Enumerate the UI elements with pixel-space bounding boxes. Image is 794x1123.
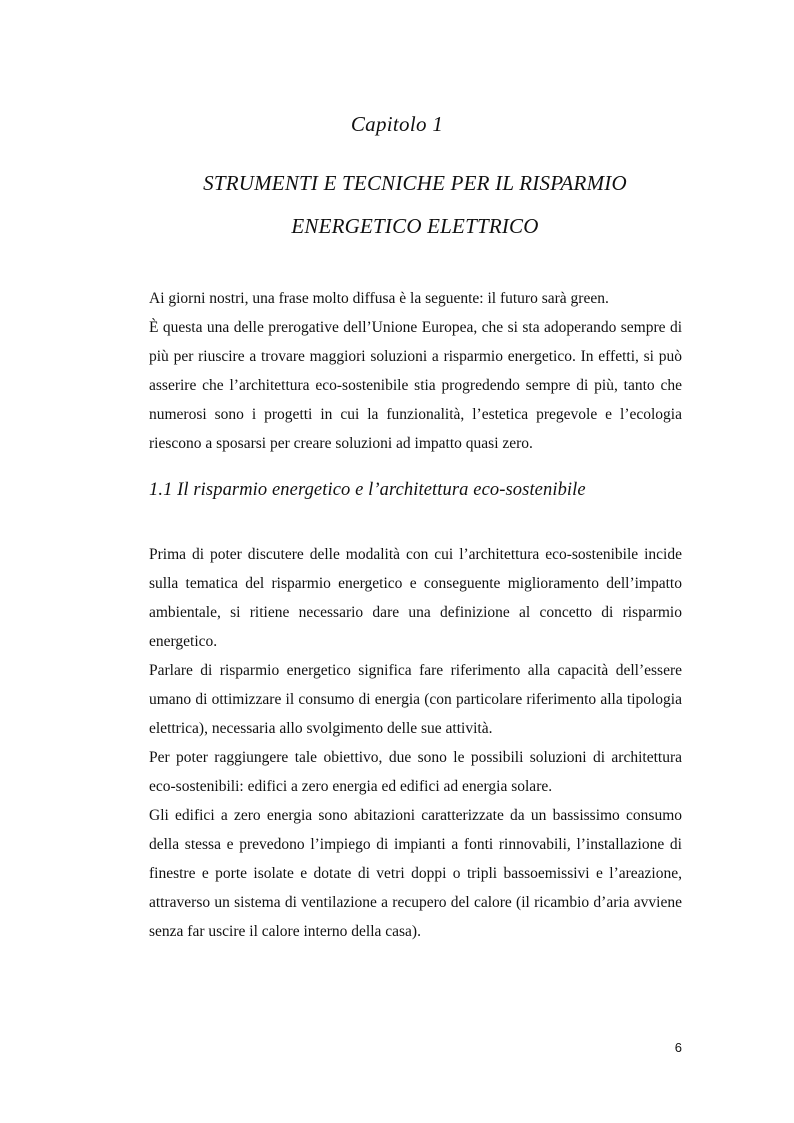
chapter-title-line-1: STRUMENTI E TECNICHE PER IL RISPARMIO [203,171,627,195]
chapter-label: Capitolo 1 [350,112,444,136]
intro-paragraph: È questa una delle prerogative dell’Unione Europea, che si sta adoperando sempre di più per riuscire a trovare maggiori soluzioni a risparmio energetico. In effetti, si può asserire che l’architettura eco-sostenibile stia progredendo sempre di più, tanto che numerosi sono i progetti in cui la funzionalità, l’estetica pregevole e l’ecologia riescono a sposarsi per creare soluzioni ad impatto quasi zero. [149,319,682,452]
section-body [149,540,682,946]
section-heading: 1.1 Il risparmio energetico e l’architettura eco-sostenibile [149,480,586,500]
intro-paragraph: Ai giorni nostri, una frase molto diffusa è la seguente: il futuro sarà green. [149,290,609,307]
chapter-title [140,162,690,248]
section-paragraph: Parlare di risparmio energetico significa fare riferimento alla capacità dell’essere umano di ottimizzare il consumo di energia (con particolare riferimento alla tipologia elettrica), necessaria allo svolgimento delle sue attività. [149,662,682,737]
section-paragraph: Per poter raggiungere tale obiettivo, due sono le possibili soluzioni di architettura eco-sostenibili: edifici a zero energia ed edifici ad energia solare. [149,749,682,795]
section-paragraph: Gli edifici a zero energia sono abitazioni caratterizzate da un bassissimo consumo della stessa e prevedono l’impiego di impianti a fonti rinnovabili, l’installazione di finestre e porte isolate e dotate di vetri doppi o tripli bassoemissivi e l’areazione, attraverso un sistema di ventilazione a recupero del calore (il ricambio d’aria avviene senza far uscire il calore interno della casa). [149,807,682,940]
chapter-title-line-2: ENERGETICO ELETTRICO [291,214,539,238]
page-number: 6 [674,1040,682,1055]
section-paragraph: Prima di poter discutere delle modalità con cui l’architettura eco-sostenibile incide sulla tematica del risparmio energetico e conseguente miglioramento dell’impatto ambientale, si ritiene necessario dare una definizione al concetto di risparmio energetico. [149,546,682,650]
intro-text [149,284,682,458]
